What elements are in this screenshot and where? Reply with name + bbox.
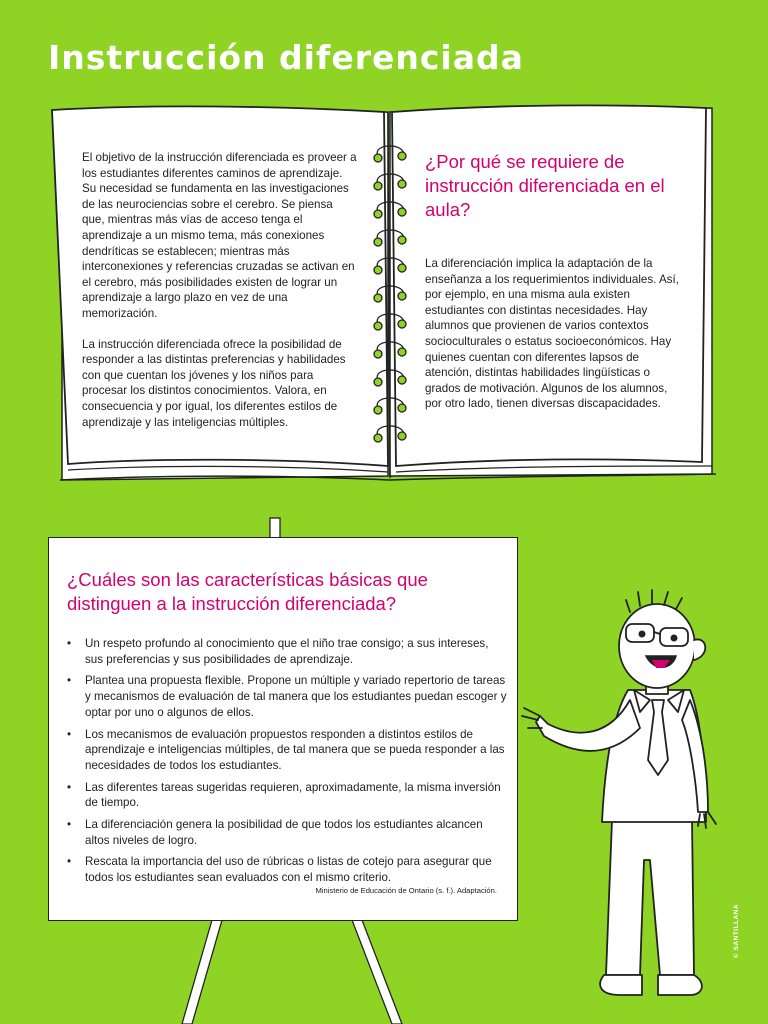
bullet-icon: • — [67, 818, 72, 832]
why-paragraph: La diferenciación implica la adaptación de la enseñanza a los requerimientos individuales. Así, por ejemplo, en una misma aula existen estudiantes con distintas necesidades. Hay alumnos que provienen de varios contextos socioculturales o estatus socioeconómicos. Hay quienes cuentan con diferentes lapsos de atención, distintas habilidades lingüísticas o grados de motivación. Algunos de los alumnos, por otro lado, tienen diversas discapacidades. — [425, 257, 679, 411]
bullet-icon: • — [67, 637, 72, 650]
list-item: • Un respeto profundo al conocimiento que el niño trae consigo; a sus intereses, sus preferencias y sus posibilidades de aprendizaje. — [67, 637, 489, 666]
list-item: • Rescata la importancia del uso de rúbricas o listas de cotejo para asegurar que todos los estudiantes sean evaluados con el mismo criterio. — [67, 855, 492, 885]
second-paragraph: La instrucción diferenciada ofrece la posibilidad de responder a las distintas preferencias y habilidades con que cuentan los jóvenes y los niños para procesar los distintos conocimientos. Valora, en consecuencia y por igual, los diferentes estilos de aprendizaje y las inteligencias múltiples. — [82, 337, 346, 429]
intro-paragraph: El objetivo de la instrucción diferenciada es proveer a los estudiantes diferentes caminos de aprendizaje. Su necesidad se fundamenta en las investigaciones de las neurociencias sobre el cerebro. Se piensa que, mientras más vías de acceso tenga el aprendizaje a un mismo tema, más conexiones dendríticas se establecen; mientras más interconexiones y referencias cruzadas se activan en el cerebro, más posibilidades existen de lograr un aprendizaje a largo plazo en vez de una memorización. — [82, 151, 357, 320]
bullet-icon: • — [67, 855, 72, 869]
source-citation: Ministerio de Educación de Ontario (s. f.). Adaptación. — [315, 886, 497, 895]
list-item: • Las diferentes tareas sugeridas requieren, aproximadamente, la misma inversión de tiempo. — [67, 780, 501, 810]
list-item: • Los mecanismos de evaluación propuestos responden a distintos estilos de aprendizaje e inteligencias múltiples, de tal manera que se pueda responder a las necesidades de todos los estudiantes. — [67, 727, 505, 772]
book-left-column — [82, 150, 357, 445]
copyright-notice: © SANTILLANA — [733, 903, 740, 958]
bullet-icon: • — [67, 727, 72, 741]
book-right-column — [425, 150, 687, 412]
list-item: • La diferenciación genera la posibilidad de que todos los estudiantes alcancen altos niveles de logro. — [67, 818, 483, 847]
characteristics-heading: ¿Cuáles son las características básicas que distinguen a la instrucción diferenciada? — [67, 569, 428, 614]
page-title: Instrucción diferenciada — [48, 38, 524, 77]
bullet-icon: • — [67, 780, 72, 794]
why-heading: ¿Por qué se requiere de instrucción diferenciada en el aula? — [425, 151, 665, 220]
bullet-icon: • — [67, 674, 72, 688]
characteristics-list — [67, 636, 507, 892]
list-item: • Plantea una propuesta flexible. Propone un múltiple y variado repertorio de tareas y mecanismos de evaluación de tal manera que los estudiantes puedan escoger y optar por uno o algunos de ellos. — [67, 674, 507, 719]
easel-board — [48, 537, 518, 921]
